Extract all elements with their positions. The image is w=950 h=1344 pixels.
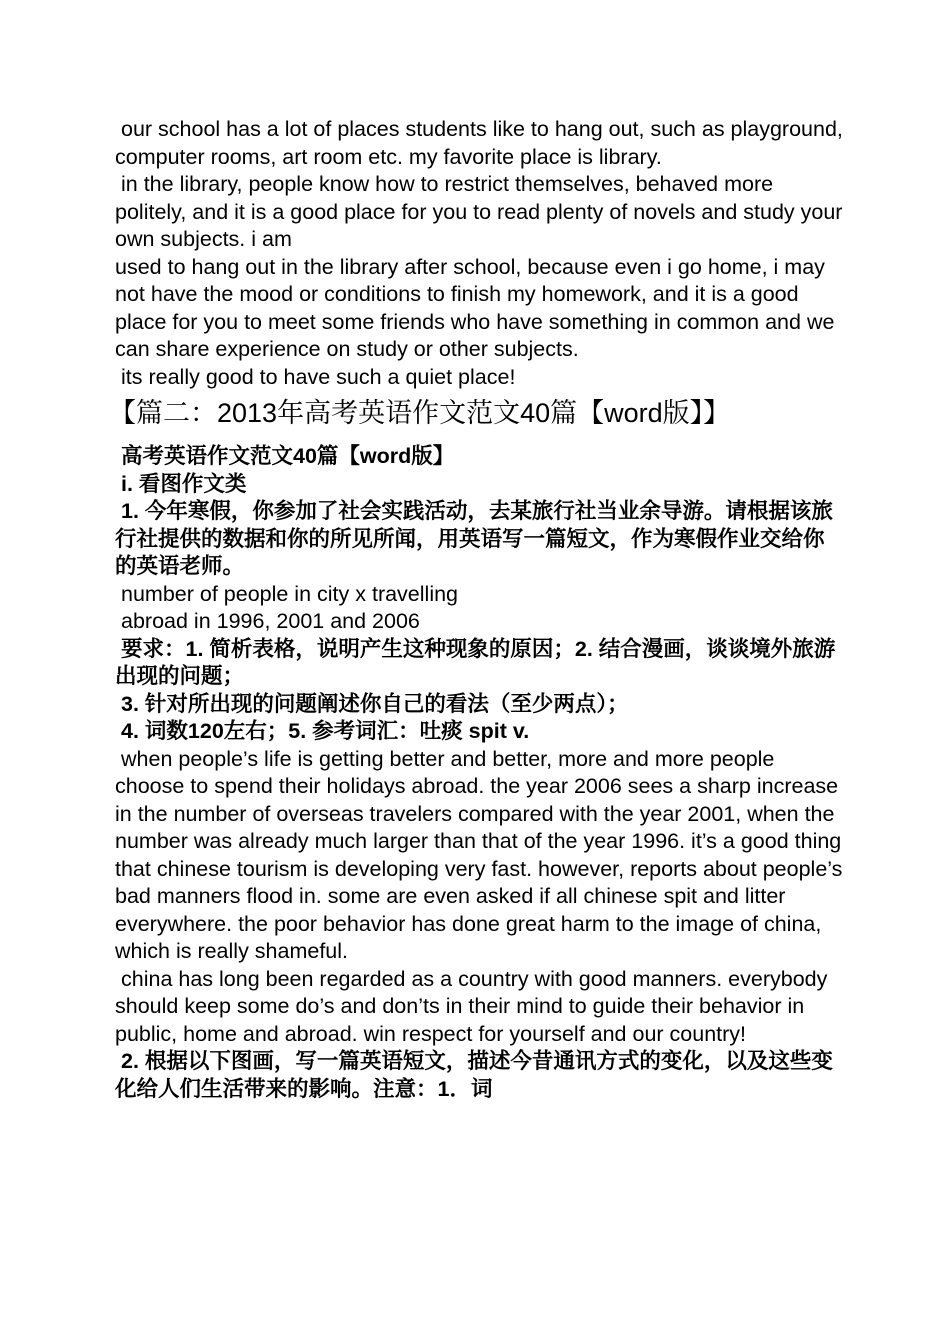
section-heading: 【篇二：2013年高考英语作文范文40篇【word版】】 [109,398,731,428]
paragraph-school-places: our school has a lot of places students like to hang out, such as playground, computer rooms, art room etc. my favorite place is library. [115,117,843,169]
table-title-line-1: number of people in city x travelling [121,581,459,606]
table-title-line-2: abroad in 1996, 2001 and 2006 [121,609,420,633]
essay-paragraph-1: when people’s life is getting better and better, more and more people choose to spend their holidays abroad. the year 2006 sees a sharp increase in the number of overseas travelers compared with the year 2001, when the number was already much larger than that of the year 1996. it’s a good thing that chinese tourism is developing very fast. however, reports about people’s bad manners flood in. some are even asked if all chinese spit and litter everywhere. the poor behavior has done great harm to the image of china, which is really shameful. [115,746,843,963]
requirement-3: 4. 词数120左右；5. 参考词汇：吐痰 spit v. [121,719,530,743]
task-2-instructions: 2. 根据以下图画，写一篇英语短文，描述今昔通讯方式的变化，以及这些变化给人们生活带来的影响。注意：1．词 [115,1049,833,1101]
section-title: 高考英语作文范文40篇【word版】 [121,444,455,468]
document-page [109,116,845,1103]
requirement-1: 要求：1. 简析表格，说明产生这种现象的原因；2. 结合漫画，谈谈境外旅游出现的问题； [115,636,836,688]
task-1-instructions: 1. 今年寒假，你参加了社会实践活动，去某旅行社当业余导游。请根据该旅行社提供的数据和你的所见所闻，用英语写一篇短文，作为寒假作业交给你的英语老师。 [115,499,833,578]
paragraph-library-continued: used to hang out in the library after school, because even i go home, i may not have the mood or conditions to finish my homework, and it is a good place for you to meet some friends who have something in common and we can share experience on study or other subjects. [115,254,835,361]
essay-paragraph-2: china has long been regarded as a country with good manners. everybody should keep some do’s and don’ts in their mind to guide their behavior in public, home and abroad. win respect for yourself and our country! [115,966,828,1046]
paragraph-quiet-place: its really good to have such a quiet place! [121,364,516,389]
paragraph-library: in the library, people know how to restrict themselves, behaved more politely, and it is a good place for you to read plenty of novels and study your own subjects. i am [115,172,843,251]
category-label: i. 看图作文类 [121,471,247,496]
requirement-2: 3. 针对所出现的问题阐述你自己的看法（至少两点）； [121,691,629,716]
